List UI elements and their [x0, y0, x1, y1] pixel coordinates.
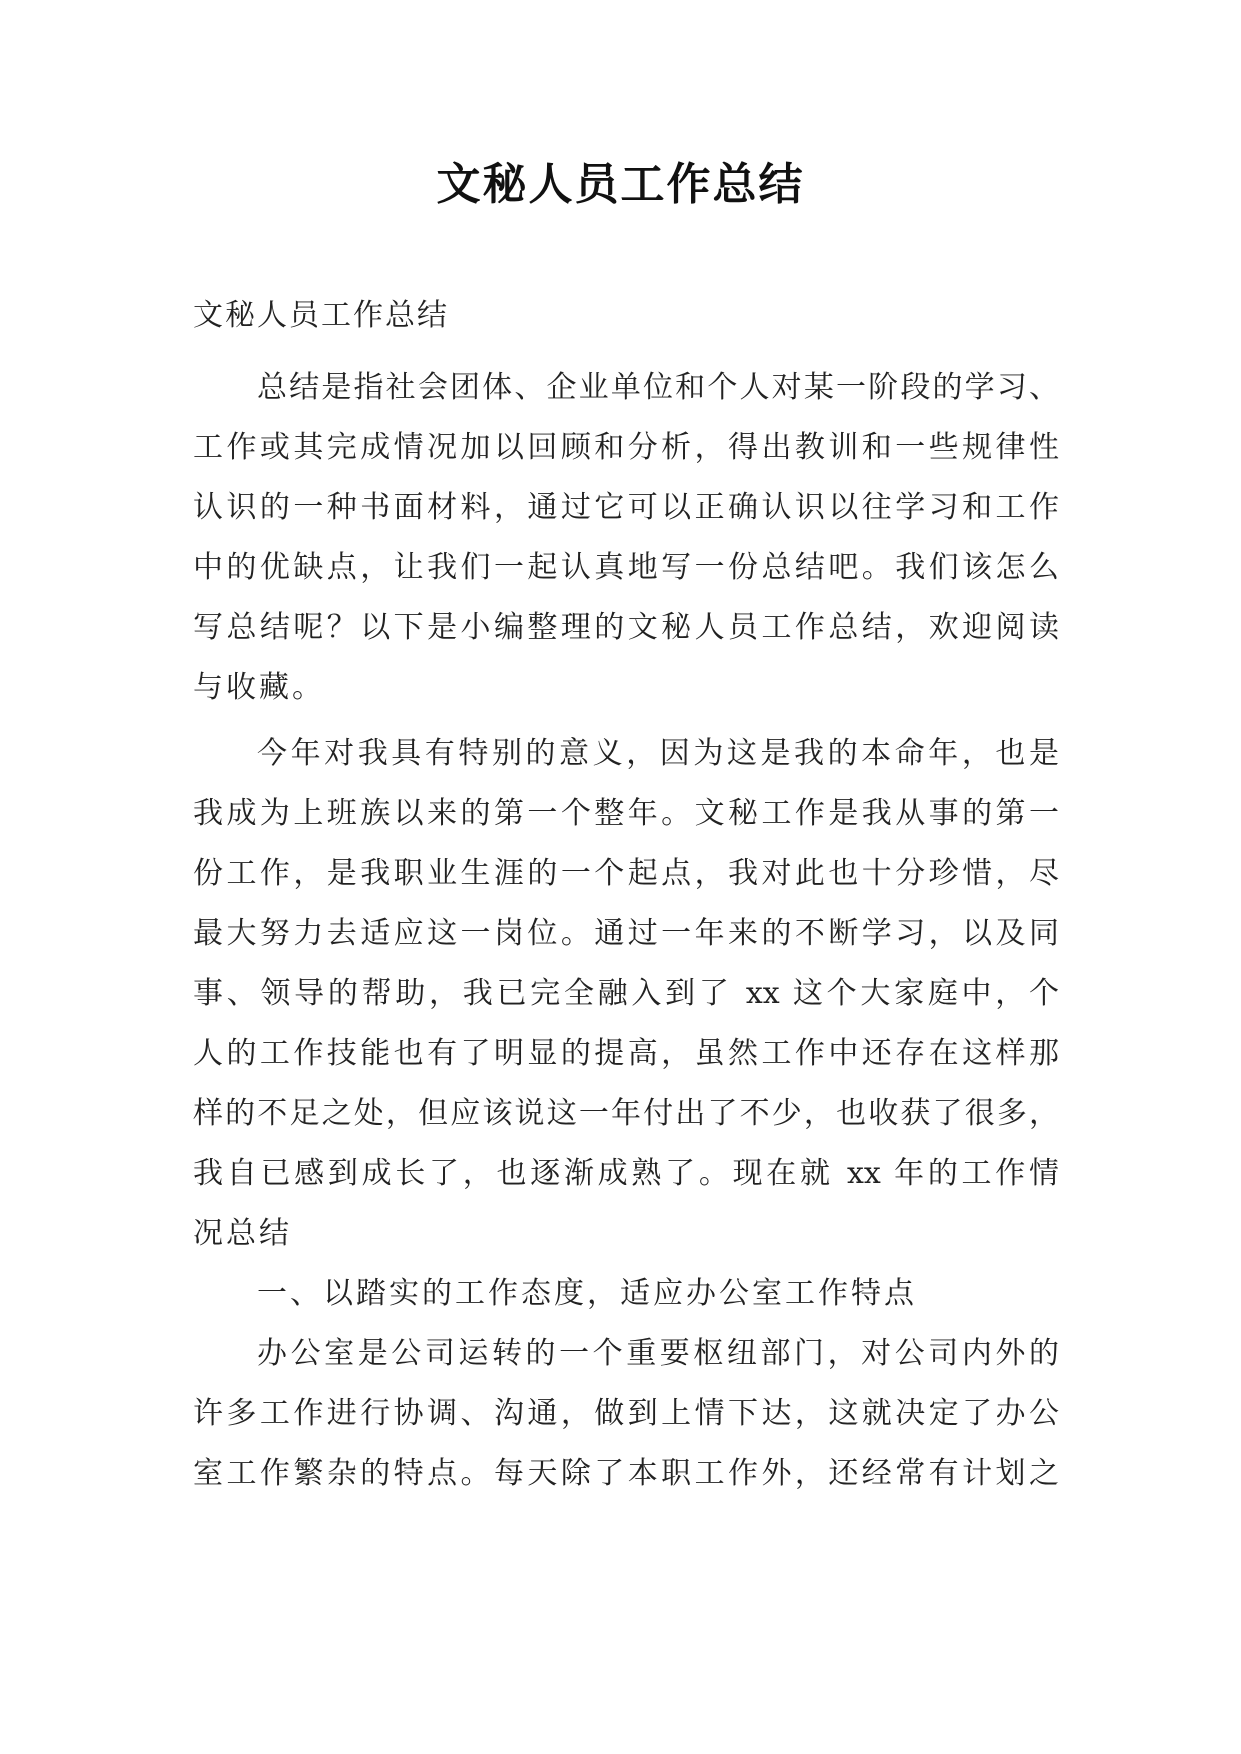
paragraph-line: 工作或其完成情况加以回顾和分析，得出教训和一些规律性: [193, 430, 1059, 465]
paragraph-line: 份工作，是我职业生涯的一个起点，我对此也十分珍惜，尽: [193, 856, 1059, 891]
paragraph-line: 事、领导的帮助，我已完全融入到了 xx 这个大家庭中，个: [193, 976, 1059, 1011]
document-title: 文秘人员工作总结: [436, 159, 805, 210]
paragraph-line: 认识的一种书面材料，通过它可以正确认识以往学习和工作: [193, 490, 1059, 525]
paragraph-line: 我成为上班族以来的第一个整年。文秘工作是我从事的第一: [193, 796, 1059, 831]
paragraph-line: 许多工作进行协调、沟通，做到上情下达，这就决定了办公: [193, 1396, 1059, 1431]
paragraph-office: [193, 1324, 1059, 1504]
paragraph-line: 写总结呢？以下是小编整理的文秘人员工作总结，欢迎阅读: [193, 610, 1059, 645]
paragraph-line: 中的优缺点，让我们一起认真地写一份总结吧。我们该怎么: [193, 550, 1059, 585]
paragraph-line: 我自已感到成长了，也逐渐成熟了。现在就 xx 年的工作情: [193, 1156, 1059, 1191]
paragraph-line: 人的工作技能也有了明显的提高，虽然工作中还存在这样那: [193, 1036, 1059, 1071]
paragraph-line: 室工作繁杂的特点。每天除了本职工作外，还经常有计划之: [193, 1456, 1059, 1491]
section-heading-line: 一、以踏实的工作态度，适应办公室工作特点: [257, 1276, 917, 1311]
paragraph-line: 总结是指社会团体、企业单位和个人对某一阶段的学习、: [257, 370, 1059, 405]
document-subtitle: 文秘人员工作总结: [193, 298, 449, 333]
paragraph-line: 样的不足之处，但应该说这一年付出了不少，也收获了很多，: [193, 1096, 1059, 1131]
paragraph-line: 办公室是公司运转的一个重要枢纽部门，对公司内外的: [257, 1336, 1059, 1371]
paragraph-this-year: [193, 724, 1059, 1264]
paragraph-intro: [193, 358, 1059, 718]
paragraph-line: 况总结: [193, 1216, 292, 1251]
paragraph-line: 与收藏。: [193, 670, 325, 705]
section-heading: [193, 1264, 1059, 1324]
paragraph-line: 最大努力去适应这一岗位。通过一年来的不断学习，以及同: [193, 916, 1059, 951]
paragraph-line: 今年对我具有特别的意义，因为这是我的本命年，也是: [257, 736, 1059, 771]
